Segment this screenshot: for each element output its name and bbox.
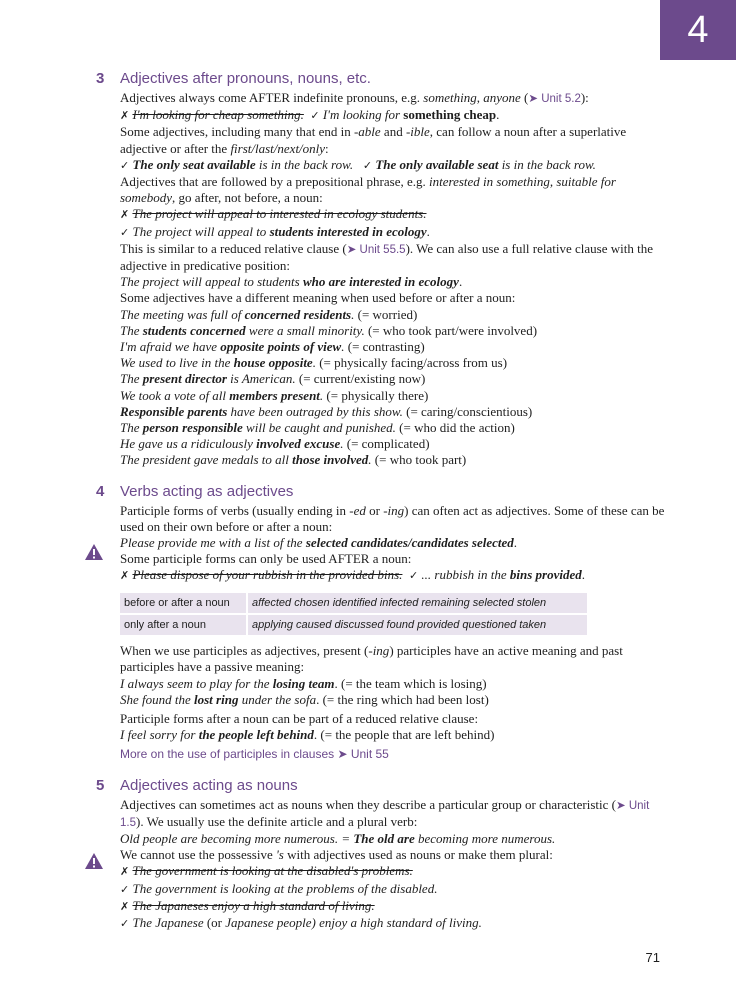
section-5-heading — [96, 775, 736, 797]
meaning-example: We took a vote of all members present. (= physically there) — [120, 387, 429, 403]
meaning-example: The person responsible will be caught and punished. (= who did the action) — [120, 420, 515, 436]
section-number: 3 — [96, 70, 105, 87]
meaning-example: The present director is American. (= current/existing now) — [120, 371, 426, 387]
meaning-example: He gave us a ridiculously involved excuse. (= complicated) — [120, 436, 430, 452]
paragraph: Some participle forms can only be used AFTER a noun: — [120, 551, 412, 567]
paragraph: Adjectives that are followed by a prepositional phrase, e.g. interested in something, suitable for somebody, go after, not before, a noun: — [120, 174, 616, 206]
meaning-example: I'm afraid we have opposite points of view. (= contrasting) — [120, 339, 425, 355]
cross-icon: ✗ — [120, 569, 130, 583]
cross-icon: ✗ — [120, 109, 130, 123]
example: She found the lost ring under the sofa. (= the ring which had been lost) — [120, 691, 489, 707]
section-3-heading — [96, 68, 736, 90]
check-icon: ✓ — [120, 225, 130, 239]
table-row-values: affected chosen identified infected remaining selected stolen — [248, 593, 587, 613]
warning-icon — [84, 543, 104, 561]
example: ✗ The government is looking at the disabled's problems. — [120, 863, 413, 879]
example: ✗ The project will appeal to interested in ecology students. — [120, 206, 427, 222]
section-4-body — [120, 503, 665, 763]
cross-icon: ✗ — [120, 865, 130, 879]
table-row — [120, 615, 587, 635]
example: I feel sorry for the people left behind. (= the people that are left behind) — [120, 727, 495, 743]
check-icon: ✓ — [120, 882, 130, 896]
example: ✓ The Japanese (or Japanese people) enjoy a high standard of living. — [120, 914, 482, 930]
meaning-example: The students concerned were a small minority. (= who took part/were involved) — [120, 322, 538, 338]
section-number: 5 — [96, 776, 105, 794]
example: ✓ The government is looking at the problems of the disabled. — [120, 880, 438, 896]
meaning-example: The president gave medals to all those involved. (= who took part) — [120, 452, 467, 468]
section-number: 4 — [96, 482, 105, 500]
example: Old people are becoming more numerous. = The old are becoming more numerous. — [120, 830, 556, 846]
paragraph: Some adjectives have a different meaning when used before or after a noun: — [120, 290, 516, 306]
paragraph: This is similar to a reduced relative clause (➤ Unit 55.5). We can also use a full relative clause with the adjective in predicative position: — [120, 240, 653, 274]
cross-icon: ✗ — [120, 208, 130, 222]
table-row — [120, 593, 587, 613]
example: ✗ The Japaneses enjoy a high standard of living. — [120, 897, 375, 913]
page-number: 71 — [645, 950, 660, 965]
paragraph: Some adjectives, including many that end in -able and -ible, can follow a noun after a superlative adjective or after the first/last/next/only: — [120, 124, 627, 156]
example: ✓ The only seat available is in the back row. ✓ The only available seat is in the back row. — [120, 156, 596, 172]
table-row-values: applying caused discussed found provided questioned taken — [248, 615, 587, 635]
table-row-label: only after a noun — [120, 615, 248, 635]
participle-table — [120, 591, 587, 637]
check-icon: ✓ — [120, 158, 130, 172]
warning-icon — [84, 852, 104, 870]
meaning-example: The meeting was full of concerned residents. (= worried) — [120, 306, 418, 322]
check-icon: ✓ — [408, 569, 419, 583]
section-title: Adjectives acting as nouns — [120, 776, 298, 794]
section-title: Verbs acting as adjectives — [120, 482, 294, 500]
example: ✓ The project will appeal to students interested in ecology. — [120, 223, 430, 239]
table-row-label: before or after a noun — [120, 593, 248, 613]
example: Please provide me with a list of the selected candidates/candidates selected. — [120, 535, 518, 551]
cross-icon: ✗ — [120, 899, 130, 913]
paragraph: We cannot use the possessive 's with adjectives used as nouns or make them plural: — [120, 847, 553, 863]
paragraph: Participle forms of verbs (usually ending in -ed or -ing) can often act as adjectives. Some of these can be used on their own before or after a noun: — [120, 502, 665, 534]
check-icon: ✓ — [120, 916, 130, 930]
chapter-tab: 4 — [660, 0, 736, 60]
section-4-heading — [96, 481, 736, 503]
meaning-example: Responsible parents have been outraged by this show. (= caring/conscientious) — [120, 403, 533, 419]
paragraph: Adjectives can sometimes act as nouns when they describe a particular group or characteristic (➤ Unit 1.5). We usually use the definite article and a plural verb: — [120, 796, 650, 829]
example: The project will appeal to students who are interested in ecology. — [120, 274, 463, 290]
section-3-body — [120, 90, 665, 469]
example: I always seem to play for the losing team. (= the team which is losing) — [120, 675, 487, 691]
paragraph: Participle forms after a noun can be part of a reduced relative clause: — [120, 710, 479, 726]
paragraph: Adjectives always come AFTER indefinite pronouns, e.g. something, anyone (➤ Unit 5.2): — [120, 90, 589, 105]
example: ✗ I'm looking for cheap something. ✓ I'm looking for something cheap. — [120, 107, 500, 123]
page-content — [0, 68, 736, 932]
meaning-examples — [120, 307, 665, 469]
unit-link[interactable]: ➤ Unit 1.5 — [120, 799, 650, 829]
unit-link[interactable]: ➤ Unit 55.5 — [346, 243, 406, 256]
section-title: Adjectives after pronouns, nouns, etc. — [120, 70, 371, 87]
more-info-link[interactable]: More on the use of participles in clauses ➤ Unit 55 — [120, 747, 389, 762]
unit-link[interactable]: ➤ Unit 5.2 — [528, 93, 581, 105]
paragraph: When we use participles as adjectives, present (-ing) participles have an active meaning and past participles have a passive meaning: — [120, 643, 623, 675]
check-icon: ✓ — [310, 109, 320, 123]
meaning-example: We used to live in the house opposite. (= physically facing/across from us) — [120, 355, 508, 371]
check-icon: ✓ — [362, 158, 373, 172]
section-5-body — [120, 797, 665, 933]
example: ✗ Please dispose of your rubbish in the provided bins. ✓ ... rubbish in the bins provided. — [120, 567, 586, 583]
